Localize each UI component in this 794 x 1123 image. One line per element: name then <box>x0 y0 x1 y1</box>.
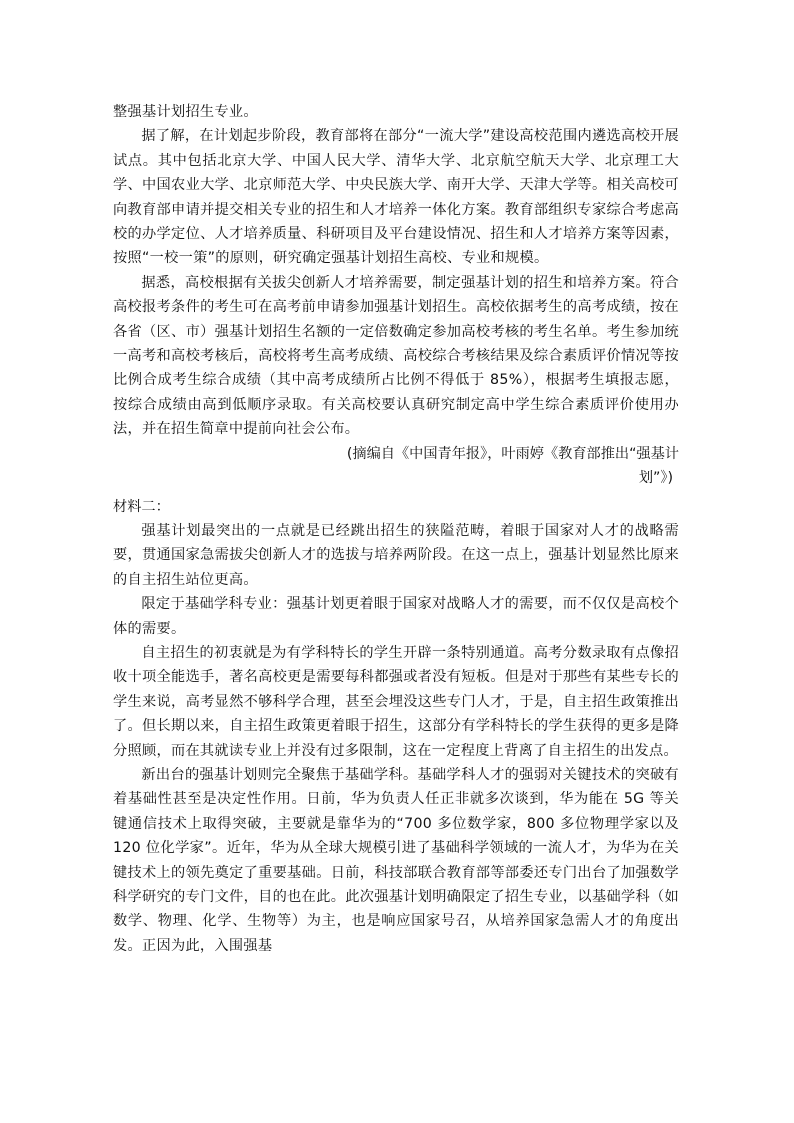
paragraph-pilot-universities: 据了解，在计划起步阶段，教育部将在部分“一流大学”建设高校范围内遴选高校开展试点。其中包括北京大学、中国人民大学、清华大学、北京航空航天大学、北京理工大学、中国农业大学、北京师范大学、中央民族大学、南开大学、天津大学等。相关高校可向教育部申请并提交相关专业的招生和人才培养一体化方案。教育部组织专家综合考虑高校的办学定位、人才培养质量、科研项目及平台建设情况、招生和人才培养方案等因素，按照“一校一策”的原则，研究确定强基计划招生高校、专业和规模。 <box>113 128 679 267</box>
source-citation <box>113 442 679 491</box>
paragraph-huawei-example: 新出台的强基计划则完全聚焦于基础学科。基础学科人才的强弱对关键技术的突破有着基础性甚至是决定性作用。日前，华为负责人任正非就多次谈到，华为能在 5G 等关键通信技术上取得突破，主要就是靠华为的“700 多位数学家，800 多位物理学家以及 120 位化学家”。近年，华为从全球大规模引进了基础科学领域的一流人才，为华为在关键技术上的领先奠定了重要基础。日前，科技部联合教育部等部委还专门出台了加强数学科学研究的专门文件，目的也在此。此次强基计划明确限定了招生专业，以基础学科（如数学、物理、化学、生物等）为主，也是响应国家号召，从培养国家急需人才的角度出发。正因为此，入围强基 <box>113 766 679 954</box>
paragraph-strategic-need: 强基计划最突出的一点就是已经跳出招生的狭隘范畴，着眼于国家对人才的战略需要，贯通国家急需拔尖创新人才的选拔与培养两阶段。在这一点上，强基计划显然比原来的自主招生站位更高。 <box>113 522 679 588</box>
source-citation-line-1: (摘编自《中国青年报》，叶雨婷《教育部推出“强基计 <box>346 445 679 462</box>
document-body <box>113 100 679 958</box>
paragraph-basic-disciplines: 限定于基础学科专业：强基计划更着眼于国家对战略人才的需要，而不仅仅是高校个体的需要。 <box>113 596 679 637</box>
material-two-heading: 材料二： <box>113 498 170 515</box>
paragraph-independent-admission: 自主招生的初衷就是为有学科特长的学生开辟一条特别通道。高考分数录取有点像招收十项全能选手，著名高校更是需要每科都强或者没有短板。但是对于那些有某些专长的学生来说，高考显然不够科学合理，甚至会埋没这些专门人才，于是，自主招生政策推出了。但长期以来，自主招生政策更着眼于招生，这部分有学科特长的学生获得的更多是降分照顾，而在其就读专业上并没有过多限制，这在一定程度上背离了自主招生的出发点。 <box>113 644 679 759</box>
paragraph-admission-process: 据悉，高校根据有关拔尖创新人才培养需要，制定强基计划的招生和培养方案。符合高校报考条件的考生可在高考前申请参加强基计划招生。高校依据考生的高考成绩，按在各省（区、市）强基计划招生名额的一定倍数确定参加高校考核的考生名单。考生参加统一高考和高校考核后，高校将考生高考成绩、高校综合考核结果及综合素质评价情况等按比例合成考生综合成绩（其中高考成绩所占比例不得低于 85%），根据考生填报志愿，按综合成绩由高到低顺序录取。有关高校要认真研究制定高中学生综合素质评价使用办法，并在招生简章中提前向社会公布。 <box>113 274 679 438</box>
paragraph-continuation: 整强基计划招生专业。 <box>113 104 258 120</box>
source-citation-line-2: 划”》) <box>638 470 673 487</box>
